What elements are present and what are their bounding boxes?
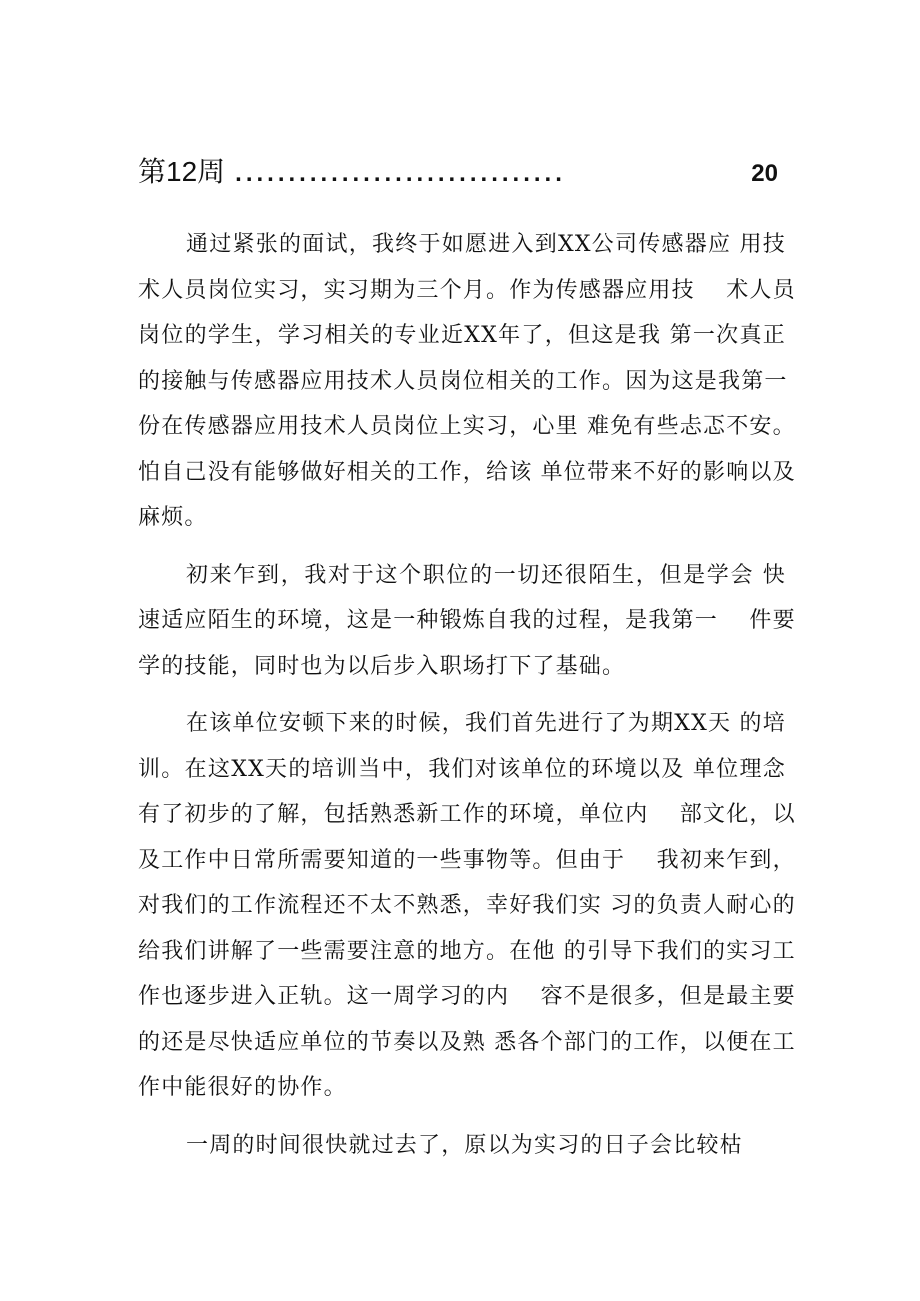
text-line: 作中能很好的协作。 bbox=[138, 1075, 347, 1100]
paragraph-2 bbox=[138, 553, 796, 690]
body-text bbox=[138, 222, 796, 1180]
paragraph-1 bbox=[138, 222, 796, 541]
text-line: 有了初步的了解，包括熟悉新工作的环境，单位内 部文化，以 bbox=[138, 802, 796, 827]
text-line: 作也逐步进入正轨。这一周学习的内 容不是很多，但是最主要 bbox=[138, 984, 796, 1009]
text-line: 初来乍到，我对于这个职位的一切还很陌生，但是学会 快 bbox=[186, 562, 786, 588]
text-line: 麻烦。 bbox=[138, 505, 208, 530]
toc-page-number: 20 bbox=[751, 160, 778, 187]
text-line: 的还是尽快适应单位的节奏以及熟 悉各个部门的工作，以便在工 bbox=[138, 1029, 796, 1055]
text-line: 怕自己没有能够做好相关的工作，给该 单位带来不好的影响以及 bbox=[138, 459, 796, 485]
text-line: 及工作中日常所需要知道的一些事物等。但由于 我初来乍到， bbox=[138, 847, 796, 873]
text-line: 份在传感器应用技术人员岗位上实习，心里 难免有些忐忑不安。 bbox=[138, 414, 796, 439]
paragraph-4 bbox=[138, 1123, 786, 1169]
toc-entry[interactable] bbox=[138, 150, 778, 196]
text-line: 通过紧张的面试，我终于如愿进入到XX公司传感器应 用技 bbox=[186, 232, 786, 257]
text-line: 速适应陌生的环境，这是一种锻炼自我的过程，是我第一 件要 bbox=[138, 608, 796, 633]
text-line: 给我们讲解了一些需要注意的地方。在他 的引导下我们的实习工 bbox=[138, 938, 796, 964]
toc-leader-dots: ............................... bbox=[235, 160, 566, 187]
text-line: 对我们的工作流程还不太不熟悉，幸好我们实 习的负责人耐心的 bbox=[138, 893, 796, 918]
paragraph-3 bbox=[138, 701, 796, 1111]
toc-entry-title: 第12周 bbox=[138, 156, 226, 187]
text-line: 学的技能，同时也为以后步入职场打下了基础。 bbox=[138, 653, 626, 679]
text-line: 的接触与传感器应用技术人员岗位相关的工作。因为这是我第一 bbox=[138, 368, 788, 394]
text-line: 术人员岗位实习，实习期为三个月。作为传感器应用技 术人员 bbox=[138, 277, 796, 303]
text-line: 在该单位安顿下来的时候，我们首先进行了为期XX天 的培 bbox=[186, 711, 786, 736]
text-line: 岗位的学生，学习相关的专业近XX年了，但这是我 第一次真正 bbox=[138, 323, 786, 348]
text-line: 训。在这XX天的培训当中，我们对该单位的环境以及 单位理念 bbox=[138, 756, 786, 782]
text-line: 一周的时间很快就过去了，原以为实习的日子会比较枯 bbox=[186, 1132, 743, 1158]
